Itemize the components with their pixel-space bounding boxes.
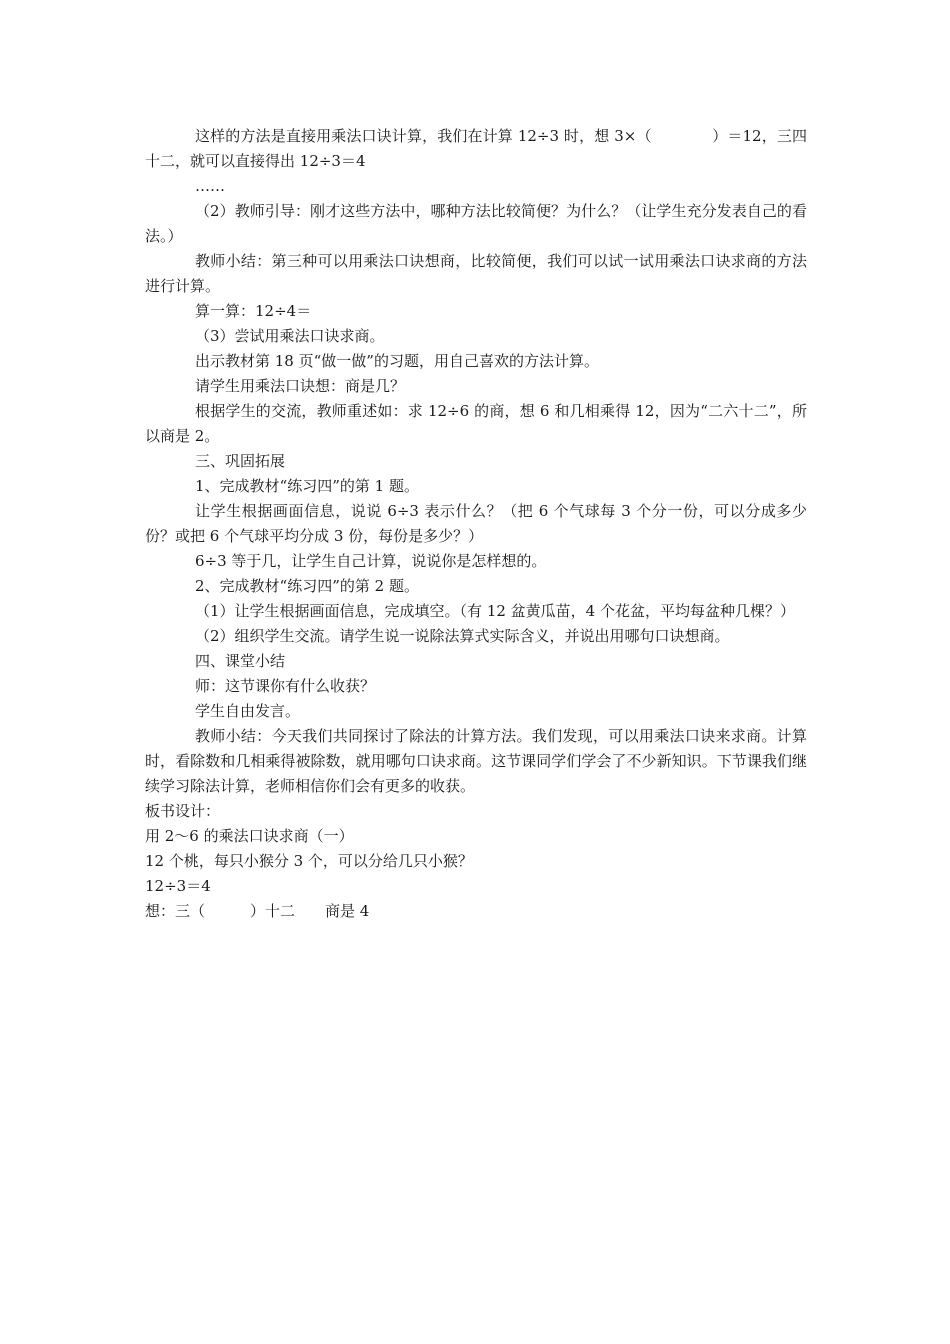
paragraph-exercise-1: 1、完成教材“练习四”的第 1 题。: [195, 477, 419, 495]
paragraph-ellipsis: ……: [195, 177, 225, 195]
paragraph-balloon-question: 让学生根据画面信息，说说 6÷3 表示什么？（把 6 个气球每 3 个分一份，可以分成多少份？或把 6 个气球平均分成 3 份，每份是多少？）: [145, 502, 807, 545]
paragraph-calculate-12-div-4: 算一算：12÷4＝: [195, 302, 312, 320]
section-heading-summary: 四、课堂小结: [195, 652, 286, 670]
board-design-equation: 12÷3＝4: [145, 877, 211, 895]
paragraph-teacher-question: 师：这节课你有什么收获？: [195, 677, 376, 695]
paragraph-teacher-summary-2: 教师小结：今天我们共同探讨了除法的计算方法。我们发现，可以用乘法口诀来求商。计算时，看除数和几相乘得被除数，就用哪句口诀求商。这节课同学们学会了不少新知识。下节课我们继续学习除法计算，老师相信你们会有更多的收获。: [145, 727, 807, 795]
paragraph-teacher-restate: 根据学生的交流，教师重述如：求 12÷6 的商，想 6 和几相乘得 12，因为“二六十二”，所以商是 2。: [145, 402, 807, 445]
paragraph-6-div-3: 6÷3 等于几，让学生自己计算，说说你是怎样想的。: [195, 552, 547, 570]
paragraph-teacher-summary-1: 教师小结：第三种可以用乘法口诀想商，比较简便，我们可以试一试用乘法口诀求商的方法进行计算。: [145, 252, 807, 295]
paragraph-free-speech: 学生自由发言。: [195, 702, 301, 720]
document-body: [145, 124, 807, 924]
paragraph-exercise-2: 2、完成教材“练习四”的第 2 题。: [195, 577, 419, 595]
paragraph-try-multiplication-table: （3）尝试用乘法口诀求商。: [195, 327, 385, 345]
board-design-problem: 12 个桃，每只小猴分 3 个，可以分给几只小猴？: [145, 852, 473, 870]
paragraph-student-exchange: （2）组织学生交流。请学生说一说除法算式实际含义，并说出用哪句口诀想商。: [195, 627, 730, 645]
board-design-title: 用 2～6 的乘法口诀求商（一）: [145, 827, 354, 845]
board-design-think: 想：三（ ）十二 商是 4: [145, 902, 370, 920]
paragraph-textbook-exercise: 出示教材第 18 页“做一做”的习题，用自己喜欢的方法计算。: [195, 352, 599, 370]
board-design-heading: 板书设计：: [145, 802, 221, 820]
paragraph-ask-quotient: 请学生用乘法口诀想：商是几？: [195, 377, 406, 395]
paragraph-direct-multiplication-method: 这样的方法是直接用乘法口诀计算，我们在计算 12÷3 时，想 3×（ ）＝12，三四十二，就可以直接得出 12÷3＝4: [145, 127, 807, 170]
paragraph-teacher-guidance: （2）教师引导：刚才这些方法中，哪种方法比较简便？为什么？（让学生充分发表自己的看法。）: [145, 202, 807, 245]
paragraph-cucumber-seedlings: （1）让学生根据画面信息，完成填空。（有 12 盆黄瓜苗，4 个花盆，平均每盆种几棵？）: [195, 602, 795, 620]
section-heading-consolidation: 三、巩固拓展: [195, 452, 286, 470]
